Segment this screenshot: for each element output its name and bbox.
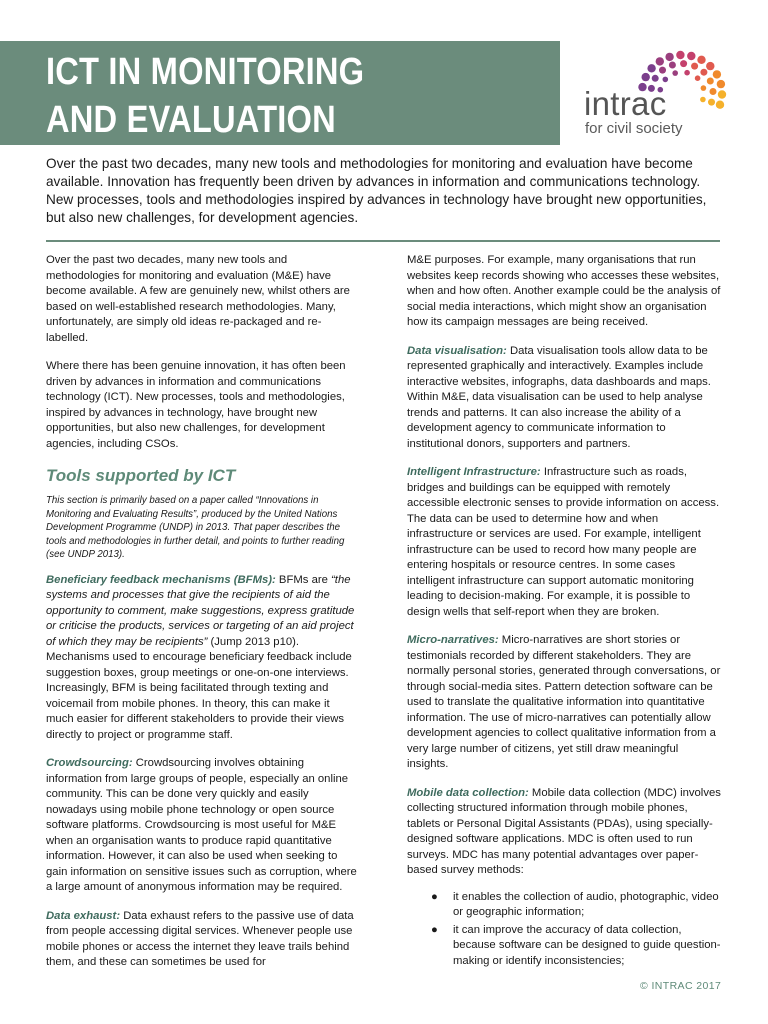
logo-dot [716,101,724,109]
logo-dot [695,75,701,81]
logo-dot [710,88,717,95]
bullet-icon: ● [431,890,438,903]
term-label: Crowdsourcing: [46,757,133,769]
logo-dot [700,69,707,76]
page-title-line-2: AND EVALUATION [46,99,336,141]
mobile-data-collection-paragraph [407,786,721,879]
logo-dot [676,51,684,59]
body-text: Mobile data collection (MDC) involves collecting structured information through mobile phones, tablets or Personal Digital Assistants (PDAs), using specially-designed software applications. MDC is often used to run surveys. MDC has many potential advantages over paper-based survey methods: [407,786,721,876]
copyright: © INTRAC 2017 [640,980,722,992]
left-column [46,253,358,984]
logo-dot [669,62,676,69]
logo-dot [672,70,678,76]
logo-dot [700,97,706,103]
logo-dot [691,63,698,70]
term-label: Intelligent Infrastructure: [407,466,541,478]
logo-dot [708,99,715,106]
paragraph: Over the past two decades, many new tools and methodologies for monitoring and evaluation (M&E) have become available. A few are genuinely new, whilst others are based on well-established research methodologies. Many, unfortunately, are simply old ideas re-packaged and re-labelled. [46,254,350,344]
data-visualisation-paragraph [407,344,721,453]
logo-wordmark: intrac [584,85,667,122]
logo-dot [697,56,705,64]
logo-dot [647,64,655,72]
crowdsourcing-paragraph [46,756,358,896]
intelligent-infrastructure-paragraph [407,465,721,620]
logo-dot [687,52,695,60]
logo-dot [665,53,673,61]
section-heading: Tools supported by ICT [46,466,236,485]
body-text: Data exhaust refers to the passive use of data from people accessing digital services. Whenever people use mobile phones or access the internet they leave trails behind them, and these can sometimes be used for [46,909,354,968]
logo-dot [701,85,707,91]
body-text: Micro-narratives are short stories or testimonials recorded by different stakeholders. They are normally personal stories, generated through conversations, or through social-media sites. Pattern detection software can be used to translate the qualitative information into quantitative information. The use of micro-narratives can potentially allow development agencies to collect qualitative information from a very large number of citizens, yet still draw meaningful insights. [407,634,721,770]
logo-tagline: for civil society [585,120,683,137]
logo-dot [684,70,690,76]
intro-paragraph: Over the past two decades, many new tools and methodologies for monitoring and evaluation have become available. Innovation has frequently been driven by advances in information and communications technology. New processes, tools and methodologies inspired by advances in technology have brought new opportunities, but also new challenges, for development agencies. [46,156,707,225]
body-text: Infrastructure such as roads, bridges and buildings can be equipped with remotely accessible electronic senses to provide information on access. The data can be used to determine how and when infrastructure or services are used. For example, intelligent infrastructure can be used to record how many people are entering hospitals or resource centres. In some cases intelligent infrastructure can support automatic monitoring leading to decision-making. For example, it is possible to design wells that self-report when they are broken. [407,466,720,618]
logo-dot [706,62,714,70]
list-item-text: it can improve the accuracy of data collection, because software can be designed to guide question-making or identify inconsistencies; [453,923,721,967]
logo-dot [707,78,714,85]
right-column [407,253,721,971]
paragraph: M&E purposes. For example, many organisations that run websites keep records showing who accesses these websites, when and how often. Another example could be the analysis of social media interactions, which might show an organisation how its campaign messages are being received. [407,254,721,328]
divider-rule [46,240,720,242]
micro-narratives-paragraph [407,633,721,773]
logo-dot [717,80,725,88]
bfm-paragraph [46,573,358,744]
paragraph: Where there has been genuine innovation, it has often been driven by advances in information and communications technology (ICT). New processes, tools and methodologies, inspired by advances in technology, have brought new opportunities, but also new challenges, for development agencies, including CSOs. [46,360,346,450]
body-text: (Jump 2013 p10). Mechanisms used to encourage beneficiary feedback include suggestion boxes, group meetings or one-on-one interviews. Increasingly, BFM is being facilitated through texting and voicemail from mobile phones. In theory, this can make it much easier for different stakeholders to provide their views directly to project or programme staff. [46,635,352,741]
term-label: Mobile data collection: [407,786,529,799]
list-item-text: it enables the collection of audio, photographic, video or geographic information; [453,890,719,918]
logo-dot [680,60,687,67]
logo-dot [659,67,666,74]
source-note: This section is primarily based on a paper called “Innovations in Monitoring and Evaluating Results”, produced by the United Nations Development Programme (UNDP) in 2013. That paper describes the tools and methodologies in further detail, and points to further reading (see UNDP 2013). [46,495,345,560]
term-label: Data visualisation: [407,344,507,357]
body-text: Data visualisation tools allow data to be represented graphically and interactively. Examples include interactive websites, infographs, data dashboards and maps. Within M&E, data visualisation can be used to help analyse trends and patterns. It can also increase the ability of a development agency to communicate information to institutional donors, supporters and partners. [407,344,711,450]
bullet-icon: ● [431,923,438,936]
term-label: Beneficiary feedback mechanisms (BFMs): [46,573,276,586]
body-text: BFMs are [275,573,332,586]
term-label: Micro-narratives: [407,634,499,646]
logo-dot [642,73,650,81]
page-title-line-1: ICT IN MONITORING [46,51,365,93]
quote-text: “the systems and processes that give the recipients of aid the opportunity to comment, make suggestions, express gratitude or criticise the products, services or targeting of an aid project of which they may be recipients” [46,573,355,648]
logo-dot [718,90,726,98]
term-label: Data exhaust: [46,909,121,922]
body-text: Crowdsourcing involves obtaining information from large groups of people, especially an online community. This can be done very quickly and easily nowadays using mobile phone technology or open source software platforms. Crowdsourcing is most useful for M&E when an organisation wants to produce rapid quantitative information. However, it can also be used when seeking to gain information on sensitive issues such as corruption, where a large amount of anonymous information may be required. [46,757,357,893]
list-item [431,923,721,970]
logo-dot [713,70,721,78]
list-item [431,890,721,921]
logo-dot [663,77,669,83]
logo-dot [652,75,659,82]
logo-dot [656,57,664,65]
bullet-list [407,890,721,970]
data-exhaust-paragraph [46,909,358,971]
